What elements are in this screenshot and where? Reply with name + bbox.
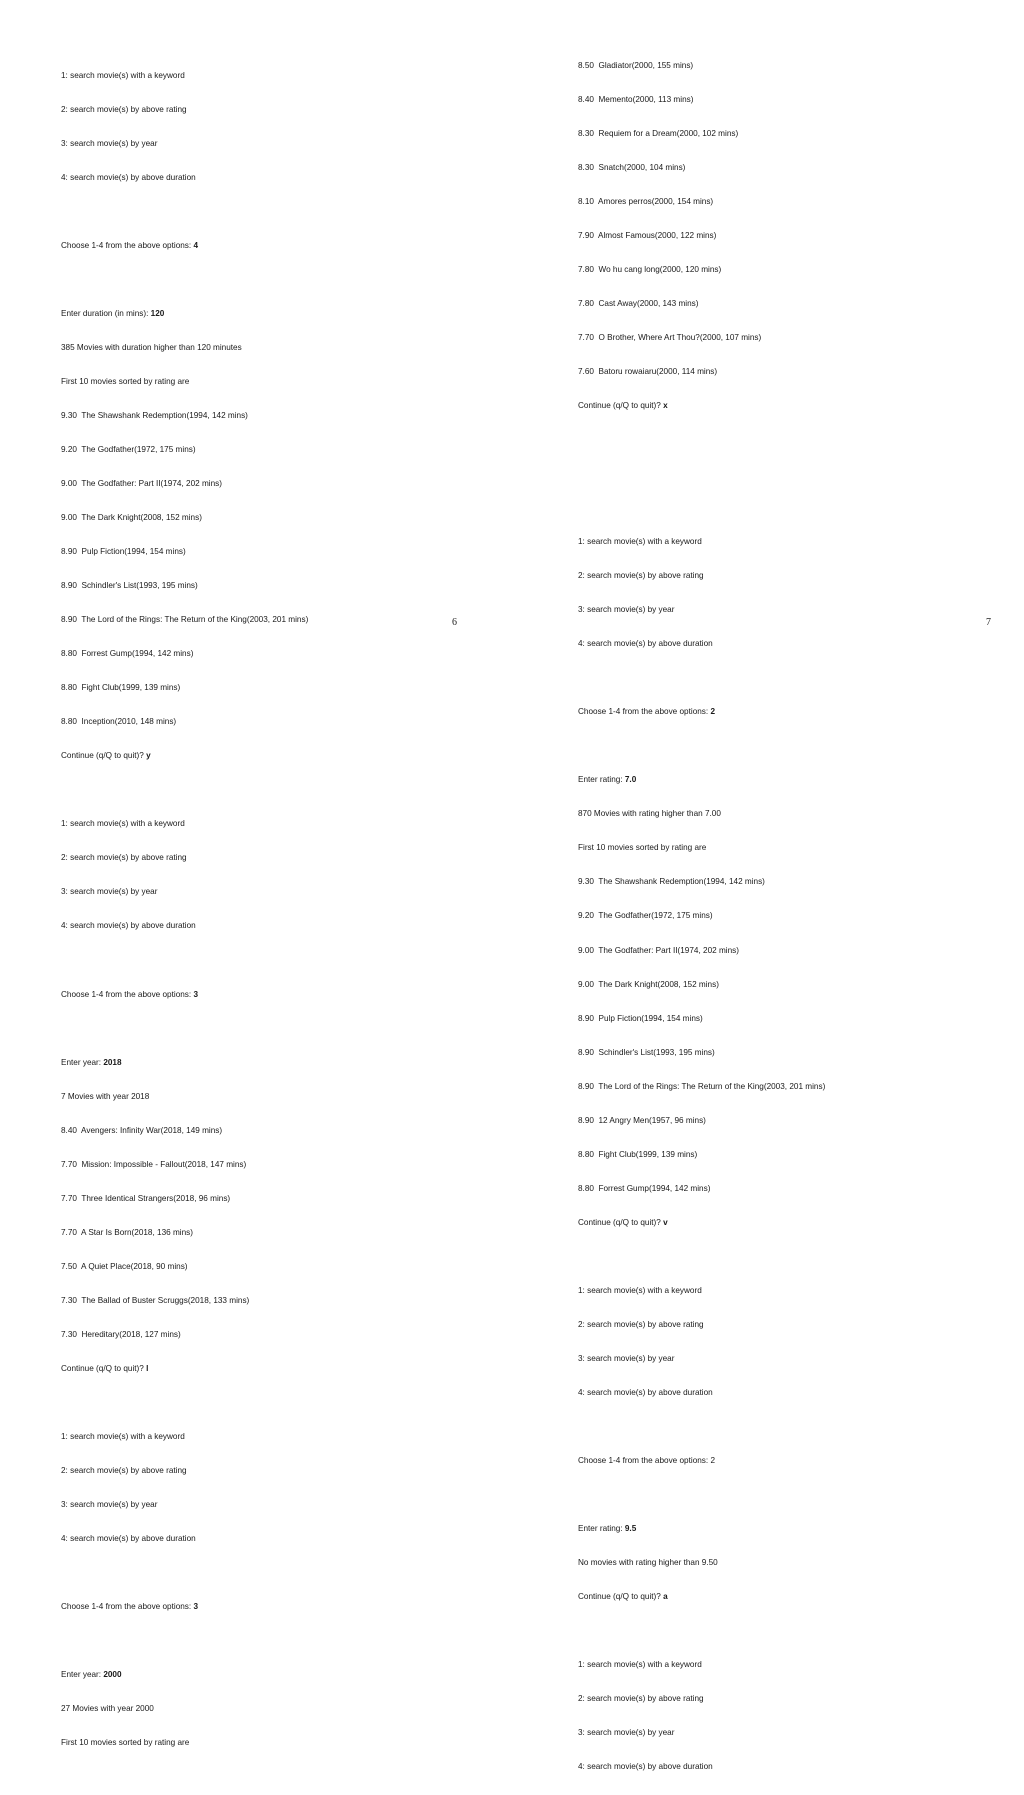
movie-line: 7.70 A Star Is Born(2018, 136 mins) xyxy=(61,1227,193,1237)
choice-value: 3 xyxy=(193,989,199,999)
menu-option-4: 4: search movie(s) by above duration xyxy=(61,172,196,182)
movie-line: 8.80 Inception(2010, 148 mins) xyxy=(61,717,177,727)
result-count: 385 Movies with duration higher than 120 minutes xyxy=(61,342,242,352)
menu-option-1: 1: search movie(s) with a keyword xyxy=(61,70,185,80)
movie-line: 8.90 Pulp Fiction(1994, 154 mins) xyxy=(578,1013,703,1023)
rating-input: 9.5 xyxy=(624,1524,637,1534)
movie-line: 8.40 Memento(2000, 113 mins) xyxy=(578,94,694,104)
menu-option-3: 3: search movie(s) by year xyxy=(578,1728,675,1738)
movie-line: 7.80 Cast Away(2000, 143 mins) xyxy=(578,298,699,308)
movie-line: 8.90 Pulp Fiction(1994, 154 mins) xyxy=(61,547,186,557)
rating-prompt: Enter rating: 9.5 xyxy=(578,1524,637,1534)
movie-line: 8.80 Forrest Gump(1994, 142 mins) xyxy=(61,649,194,659)
choose-prompt: Choose 1-4 from the above options: 4 xyxy=(61,240,199,250)
result-count: 870 Movies with rating higher than 7.00 xyxy=(578,809,721,819)
menu-option-4: 4: search movie(s) by above duration xyxy=(578,1387,713,1397)
menu-option-4: 4: search movie(s) by above duration xyxy=(578,1762,713,1772)
movie-line: 9.20 The Godfather(1972, 175 mins) xyxy=(61,445,196,455)
continue-prompt: Continue (q/Q to quit)? v xyxy=(578,1217,668,1227)
result-header: First 10 movies sorted by rating are xyxy=(578,843,707,853)
movie-line: 8.90 Schindler's List(1993, 195 mins) xyxy=(578,1047,715,1057)
movie-line: 9.00 The Dark Knight(2008, 152 mins) xyxy=(61,513,202,523)
movie-line: 8.80 Fight Club(1999, 139 mins) xyxy=(61,683,181,693)
movie-line: 7.30 The Ballad of Buster Scruggs(2018, 133 mins) xyxy=(61,1295,250,1305)
movie-line: 9.20 The Godfather(1972, 175 mins) xyxy=(578,911,713,921)
menu-option-3: 3: search movie(s) by year xyxy=(61,1500,158,1509)
movie-line: 9.30 The Shawshank Redemption(1994, 142 mins) xyxy=(578,877,765,887)
continue-answer: x xyxy=(663,401,668,410)
menu-option-3: 3: search movie(s) by year xyxy=(61,138,158,148)
result-count: 27 Movies with year 2000 xyxy=(61,1704,154,1714)
movie-line: 8.40 Avengers: Infinity War(2018, 149 mins) xyxy=(61,1125,223,1135)
menu-option-4: 4: search movie(s) by above duration xyxy=(61,1534,196,1544)
rating-prompt: Enter rating: 7.0 xyxy=(578,775,637,785)
movie-line: 8.90 Schindler's List(1993, 195 mins) xyxy=(61,581,198,591)
year-prompt: Enter year: 2018 xyxy=(61,1057,122,1067)
menu-option-1: 1: search movie(s) with a keyword xyxy=(61,1431,185,1441)
menu-option-2: 2: search movie(s) by above rating xyxy=(578,1694,704,1704)
movie-line: 7.80 Wo hu cang long(2000, 120 mins) xyxy=(578,264,722,274)
choice-value: 3 xyxy=(193,1602,199,1612)
left-console-output xyxy=(61,47,308,1771)
duration-input: 120 xyxy=(150,308,165,318)
year-prompt: Enter year: 2000 xyxy=(61,1670,122,1680)
choice-value: 2 xyxy=(710,707,716,717)
menu-option-4: 4: search movie(s) by above duration xyxy=(578,639,713,649)
choose-prompt: Choose 1-4 from the above options: 3 xyxy=(61,1602,199,1612)
choose-prompt: Choose 1-4 from the above options: 3 xyxy=(61,989,199,999)
left-page xyxy=(0,0,512,1748)
movie-line: 7.70 O Brother, Where Art Thou?(2000, 107 mins) xyxy=(578,332,762,342)
continue-prompt: Continue (q/Q to quit)? a xyxy=(578,1592,668,1602)
choice-value: 4 xyxy=(193,240,199,250)
right-page xyxy=(512,0,1024,1772)
movie-line: 7.50 A Quiet Place(2018, 90 mins) xyxy=(61,1261,188,1271)
menu-option-2: 2: search movie(s) by above rating xyxy=(578,1319,704,1329)
movie-line: 8.90 The Lord of the Rings: The Return of the King(2003, 201 mins) xyxy=(61,615,309,625)
continue-answer: y xyxy=(146,751,151,761)
menu-option-2: 2: search movie(s) by above rating xyxy=(61,1465,187,1475)
duration-prompt: Enter duration (in mins): 120 xyxy=(61,308,165,318)
movie-line: 7.30 Hereditary(2018, 127 mins) xyxy=(61,1329,181,1339)
menu-option-2: 2: search movie(s) by above rating xyxy=(61,104,187,114)
continue-prompt: Continue (q/Q to quit)? y xyxy=(61,751,151,761)
continue-answer: a xyxy=(663,1592,668,1602)
movie-line: 8.90 12 Angry Men(1957, 96 mins) xyxy=(578,1115,706,1125)
year-input: 2000 xyxy=(103,1670,122,1680)
movie-line: 9.00 The Godfather: Part II(1974, 202 mins) xyxy=(578,945,739,955)
continue-answer: l xyxy=(146,1363,149,1373)
movie-line: 8.10 Amores perros(2000, 154 mins) xyxy=(578,196,714,206)
menu-option-3: 3: search movie(s) by year xyxy=(578,605,675,615)
movie-line: 9.00 The Godfather: Part II(1974, 202 mins) xyxy=(61,479,222,489)
movie-line: 8.50 Gladiator(2000, 155 mins) xyxy=(578,60,694,70)
movie-line: 7.90 Almost Famous(2000, 122 mins) xyxy=(578,230,717,240)
menu-option-3: 3: search movie(s) by year xyxy=(578,1353,675,1363)
right-console-output xyxy=(578,37,825,1795)
menu-option-1: 1: search movie(s) with a keyword xyxy=(578,1285,702,1295)
movie-line: 8.90 The Lord of the Rings: The Return of the King(2003, 201 mins) xyxy=(578,1081,826,1091)
menu-option-1: 1: search movie(s) with a keyword xyxy=(578,1660,702,1670)
menu-option-1: 1: search movie(s) with a keyword xyxy=(61,819,185,829)
movie-line: 8.80 Forrest Gump(1994, 142 mins) xyxy=(578,1183,711,1193)
menu-option-3: 3: search movie(s) by year xyxy=(61,887,158,897)
continue-prompt: Continue (q/Q to quit)? x xyxy=(578,401,668,410)
result-header: First 10 movies sorted by rating are xyxy=(61,376,190,386)
movie-line: 8.30 Snatch(2000, 104 mins) xyxy=(578,162,686,172)
result-count: No movies with rating higher than 9.50 xyxy=(578,1558,718,1568)
choose-prompt: Choose 1-4 from the above options: 2 xyxy=(578,707,716,717)
page-number: 7 xyxy=(986,617,991,628)
rating-input: 7.0 xyxy=(624,775,637,785)
menu-option-2: 2: search movie(s) by above rating xyxy=(578,571,704,581)
menu-option-1: 1: search movie(s) with a keyword xyxy=(578,537,702,547)
page-number: 6 xyxy=(452,617,457,628)
result-count: 7 Movies with year 2018 xyxy=(61,1091,150,1101)
continue-prompt: Continue (q/Q to quit)? l xyxy=(61,1363,149,1373)
menu-option-4: 4: search movie(s) by above duration xyxy=(61,921,196,931)
movie-line: 7.70 Mission: Impossible - Fallout(2018, 147 mins) xyxy=(61,1159,247,1169)
movie-line: 7.60 Batoru rowaiaru(2000, 114 mins) xyxy=(578,366,718,376)
year-input: 2018 xyxy=(103,1057,122,1067)
movie-line: 9.30 The Shawshank Redemption(1994, 142 mins) xyxy=(61,411,248,420)
movie-line: 8.30 Requiem for a Dream(2000, 102 mins) xyxy=(578,128,739,138)
choice-value: 2 xyxy=(710,1455,716,1465)
choose-prompt: Choose 1-4 from the above options: 2 xyxy=(578,1455,716,1465)
continue-answer: v xyxy=(663,1217,668,1227)
result-header: First 10 movies sorted by rating are xyxy=(61,1738,190,1748)
menu-option-2: 2: search movie(s) by above rating xyxy=(61,853,187,863)
movie-line: 9.00 The Dark Knight(2008, 152 mins) xyxy=(578,979,719,989)
movie-line: 8.80 Fight Club(1999, 139 mins) xyxy=(578,1149,698,1159)
movie-line: 7.70 Three Identical Strangers(2018, 96 mins) xyxy=(61,1193,231,1203)
